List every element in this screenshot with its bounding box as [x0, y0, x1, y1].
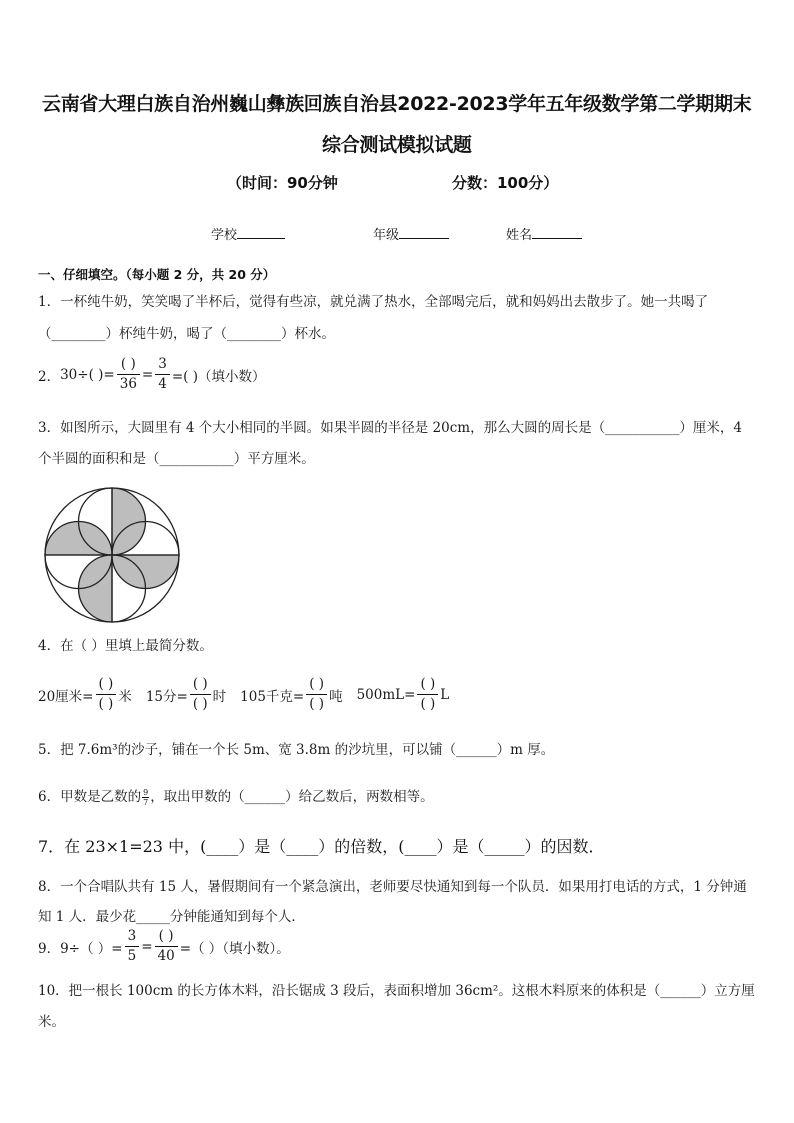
fraction-numerator: 3 — [125, 930, 140, 947]
fraction-denominator: 4 — [158, 375, 167, 392]
fraction-numerator[interactable]: ( ) — [117, 358, 140, 375]
fraction-numerator[interactable]: ( ) — [96, 678, 117, 695]
exam-score: 分数：100分） — [452, 174, 559, 192]
equals-sign: = — [141, 938, 153, 955]
q4-item-2-left: 15分= — [145, 688, 188, 705]
q4-item-3-left: 105千克= — [240, 688, 305, 705]
name-blank[interactable] — [532, 224, 582, 239]
question-9 — [38, 930, 290, 963]
fraction-numerator[interactable]: ( ) — [190, 678, 211, 695]
section-heading: 一、仔细填空。（每小题 2 分，共 20 分） — [38, 267, 276, 282]
question-7: 7．在 23×1=23 中，(____）是（____）的倍数，(____）是（_____）的因数． — [38, 837, 605, 856]
q4-item-2 — [146, 678, 226, 711]
question-9-text2: =（ ）（填小数）。 — [179, 940, 290, 957]
question-4-items — [38, 678, 449, 711]
question-5: 5．把 7.6m³的沙子，铺在一个长 5m、宽 3.8m 的沙坑里，可以铺（______）m 厚。 — [38, 742, 555, 758]
school-label: 学校 — [211, 228, 238, 243]
page-title-line2: 综合测试模拟试题 — [322, 134, 472, 156]
question-6-a: 6．甲数是乙数的 — [38, 789, 142, 805]
fraction-numerator[interactable]: ( ) — [306, 678, 327, 695]
page-title-line1: 云南省大理白族自治州巍山彝族回族自治县2022-2023学年五年级数学第二学期期末 — [42, 93, 752, 115]
fraction-numerator: 9 — [143, 787, 149, 797]
question-9-text1: 9．9÷（ ）= — [38, 940, 123, 957]
q4-item-1-left: 20厘米= — [38, 688, 94, 705]
exam-time: （时间：90分钟 — [227, 174, 338, 192]
school-blank[interactable] — [237, 224, 285, 239]
q4-item-3-fraction — [306, 678, 327, 711]
question-8-line1: 8．一个合唱队共有 15 人，暑假期间有一个紧急演出，老师要尽快通知到每一个队员．如果用打电话的方式，1 分钟通 — [38, 879, 747, 895]
grade-label: 年级 — [373, 228, 400, 243]
q4-item-3 — [240, 678, 342, 711]
question-2-fraction-2 — [155, 358, 170, 391]
q4-item-4-left: 500mL= — [356, 686, 416, 703]
question-3-line2: 个半圆的面积和是（___________）平方厘米。 — [38, 451, 315, 467]
q4-item-2-unit: 时 — [212, 688, 227, 705]
fraction-denominator[interactable]: ( ) — [309, 695, 325, 712]
question-2 — [38, 358, 265, 391]
question-4-text: 4．在（ ）里填上最简分数。 — [38, 638, 213, 654]
q4-item-1-unit: 米 — [118, 688, 132, 705]
fraction-denominator[interactable]: ( ) — [98, 695, 114, 712]
q4-item-1-fraction — [96, 678, 117, 711]
question-8-line2: 知 1 人．最少花_____分钟能通知到每个人． — [38, 909, 305, 925]
q4-item-4 — [357, 678, 450, 711]
question-2-prefix: 2． — [38, 368, 61, 385]
grade-field[interactable] — [373, 224, 449, 243]
school-field[interactable] — [211, 224, 285, 243]
name-field[interactable] — [506, 224, 582, 243]
q4-item-3-unit: 吨 — [329, 688, 343, 705]
fraction-denominator: 5 — [127, 947, 137, 964]
equals-sign: = — [141, 366, 154, 383]
question-6-b: ，取出甲数的（______）给乙数后，两数相等。 — [150, 789, 434, 805]
q4-item-1 — [38, 678, 132, 711]
question-3-line1: 3．如图所示，大圆里有 4 个大小相同的半圆。如果半圆的半径是 20cm，那么大圆的周长是（___________）厘米，4 — [38, 420, 742, 436]
question-9-fraction-2 — [155, 930, 178, 963]
fraction-denominator: 36 — [119, 375, 137, 392]
fraction-denominator[interactable]: ( ) — [420, 695, 436, 712]
fraction-numerator[interactable]: ( ) — [155, 930, 178, 947]
question-1-line1: 1．一杯纯牛奶，笑笑喝了半杯后，觉得有些凉，就兑满了热水，全部喝完后，就和妈妈出去散步了。她一共喝了 — [38, 294, 709, 310]
fraction-numerator[interactable]: ( ) — [417, 678, 438, 695]
grade-blank[interactable] — [399, 224, 449, 239]
circle-with-semicircles-figure — [42, 485, 182, 625]
fraction-denominator: 7 — [143, 797, 149, 807]
question-10-line2: 米。 — [38, 1014, 65, 1030]
question-1-line2: （________）杯纯牛奶，喝了（________）杯水。 — [38, 326, 335, 342]
question-2-text2: =( )（填小数） — [171, 368, 266, 385]
question-10-line1: 10．把一根长 100cm 的长方体木料，沿长锯成 3 段后，表面积增加 36cm²。这根木料原来的体积是（______）立方厘 — [38, 983, 755, 999]
q4-item-4-fraction — [417, 678, 438, 711]
name-label: 姓名 — [506, 228, 533, 243]
question-2-text1: 30÷( )= — [60, 366, 115, 383]
q4-item-4-unit: L — [440, 686, 450, 703]
fraction-numerator: 3 — [155, 358, 170, 375]
question-6 — [38, 785, 434, 807]
fraction-denominator[interactable]: ( ) — [192, 695, 208, 712]
q4-item-2-fraction — [190, 678, 211, 711]
fraction-denominator: 40 — [157, 947, 175, 964]
question-2-fraction-1 — [117, 358, 140, 391]
question-6-fraction — [142, 789, 149, 807]
question-9-fraction-1 — [125, 930, 140, 963]
